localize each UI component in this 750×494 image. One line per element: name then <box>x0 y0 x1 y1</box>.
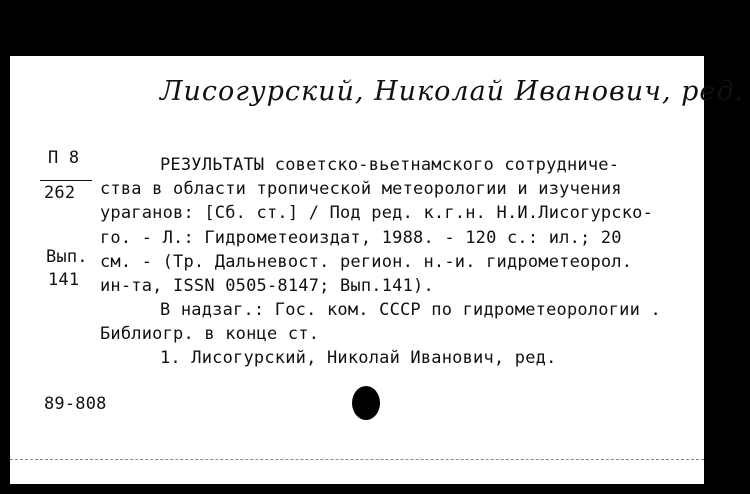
body-line-3: ураганов: [Сб. ст.] / Под ред. к.г.н. Н.И.Лисогурско- <box>100 203 654 223</box>
call-number-line-1: П 8 <box>48 148 80 168</box>
call-number-line-4: 141 <box>48 270 80 290</box>
body-line-4: го. - Л.: Гидрометеоиздат, 1988. - 120 с.: ил.; 20 <box>100 228 622 248</box>
call-number-line-3: Вып. <box>46 247 88 267</box>
call-number-divider <box>40 180 92 181</box>
body-line-5: см. - (Тр. Дальневост. регион. н.-и. гидрометеорол. <box>100 252 633 272</box>
bottom-rule <box>10 459 704 460</box>
punch-hole <box>352 386 380 420</box>
body-line-6: ин-та, ISSN 0505-8147; Вып.141). <box>100 276 434 296</box>
body-line-7: В надзаг.: Гос. ком. СССР по гидрометеорологии . <box>160 300 661 320</box>
body-line-1: РЕЗУЛЬТАТЫ советско-вьетнамского сотрудниче- <box>160 155 620 175</box>
body-line-8: Библиогр. в конце ст. <box>100 324 320 344</box>
body-line-9: 1. Лисогурский, Николай Иванович, ред. <box>160 348 557 368</box>
call-number-line-2: 262 <box>44 183 76 203</box>
body-line-2: ства в области тропической метеорологии и изучения <box>100 179 622 199</box>
accession-number: 89-808 <box>44 394 107 414</box>
handwritten-heading: Лисогурский, Николай Иванович, ред. <box>160 76 745 107</box>
